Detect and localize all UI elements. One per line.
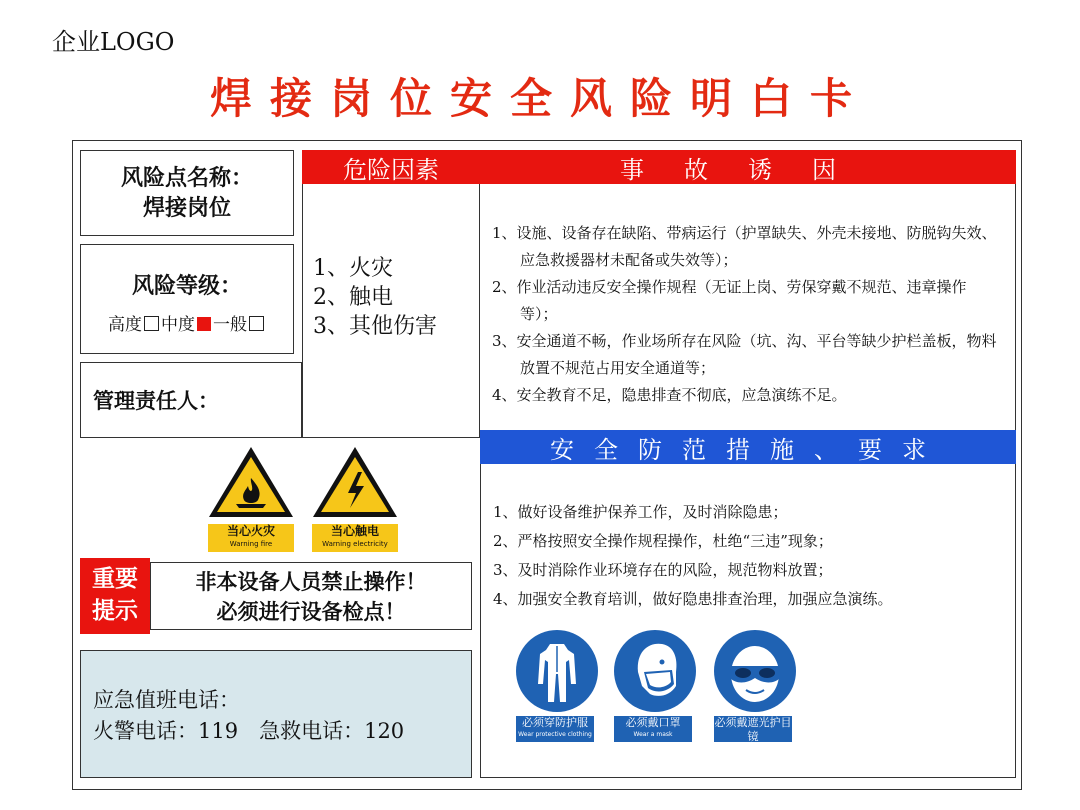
tip-line: 非本设备人员禁止操作！ bbox=[195, 569, 427, 594]
emergency-label: 应急值班电话： bbox=[93, 688, 240, 712]
hazard-list bbox=[302, 184, 480, 438]
accident-item: 3、安全通道不畅，作业场所存在风险（坑、沟、平台等缺少护栏盖板，物料放置不规范占用安全通道等； bbox=[492, 332, 997, 377]
warning-sign-label: 当心触电 Warning electricity bbox=[312, 524, 398, 552]
hazard-item: 3、其他伤害 bbox=[313, 314, 437, 339]
warning-sign-label: 当心火灾 Warning fire bbox=[208, 524, 294, 552]
accident-item: 2、作业活动违反安全操作规程（无证上岗、劳保穿戴不规范、违章操作等）； bbox=[492, 278, 967, 323]
risk-level-label: 风险等级： bbox=[131, 273, 242, 299]
electricity-warning-icon bbox=[310, 444, 400, 520]
ppe-sign-mask bbox=[612, 628, 698, 738]
ppe-sign-label: 必须戴遮光护目镜 Wear opaque eye protection bbox=[714, 716, 792, 761]
risk-level-box bbox=[80, 244, 294, 354]
owner-label: 管理责任人： bbox=[93, 388, 219, 413]
ppe-sign-label: 必须穿防护服 Wear protective clothing bbox=[516, 716, 594, 742]
safety-item: 2、严格按照安全操作规程操作，杜绝“三违”现象； bbox=[493, 532, 833, 550]
hazard-item: 2、触电 bbox=[313, 285, 393, 310]
risk-point-box bbox=[80, 150, 294, 236]
warning-signs bbox=[200, 444, 410, 556]
warning-sign-fire bbox=[206, 444, 302, 548]
page-title: 焊接岗位安全风险明白卡 bbox=[209, 74, 870, 123]
hazard-header: 危险因素 bbox=[302, 150, 480, 184]
accident-list bbox=[480, 184, 1016, 430]
mask-icon bbox=[612, 628, 698, 714]
safety-item: 1、做好设备维护保养工作，及时消除隐患； bbox=[493, 503, 788, 521]
safety-item: 3、及时消除作业环境存在的风险，规范物料放置； bbox=[493, 561, 833, 579]
safety-item: 4、加强安全教育培训，做好隐患排查治理，加强应急演练。 bbox=[493, 590, 893, 608]
owner-box bbox=[80, 362, 302, 438]
important-tip-box bbox=[150, 562, 472, 630]
emergency-phone-box bbox=[80, 650, 472, 778]
ppe-sign-label: 必须戴口罩 Wear a mask bbox=[614, 716, 692, 742]
eye-protection-icon bbox=[712, 628, 798, 714]
warning-sign-electricity bbox=[310, 444, 406, 548]
safety-header: 安全防范措施、要求 bbox=[480, 430, 1016, 464]
risk-point-label: 风险点名称： bbox=[120, 165, 253, 191]
protective-clothing-icon bbox=[514, 628, 600, 714]
risk-point-value: 焊接岗位 bbox=[142, 195, 231, 221]
hazard-item: 1、火灾 bbox=[313, 256, 393, 281]
accident-item: 1、设施、设备存在缺陷、带病运行（护罩缺失、外壳未接地、防脱钩失效、应急救援器材未配备或失效等）； bbox=[492, 224, 997, 269]
tip-line: 必须进行设备检点！ bbox=[216, 599, 406, 624]
ppe-sign-eye-protection bbox=[712, 628, 798, 761]
accident-item: 4、安全教育不足，隐患排查不彻底，应急演练不足。 bbox=[492, 386, 847, 404]
ppe-sign-clothing bbox=[514, 628, 600, 738]
fire-warning-icon bbox=[206, 444, 296, 520]
logo-text: 企业LOGO bbox=[52, 28, 175, 56]
emergency-numbers: 火警电话：119 急救电话：120 bbox=[93, 719, 405, 743]
important-tip-badge: 重要 提示 bbox=[80, 558, 150, 634]
accident-header: 事故诱因 bbox=[480, 150, 1016, 184]
risk-level-options: 高度 中度 一般 bbox=[81, 310, 293, 335]
